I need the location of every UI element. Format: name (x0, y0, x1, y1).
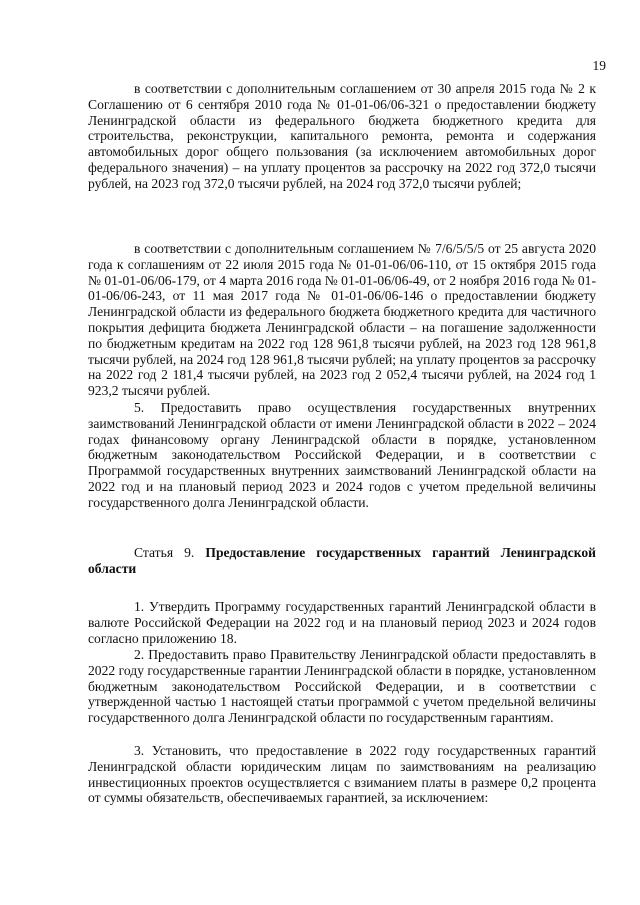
page-number: 19 (592, 58, 606, 73)
body-paragraph: в соответствии с дополнительным соглашением № 7/6/5/5/5 от 25 августа 2020 года к соглашениям от 22 июля 2015 года № 01-01-06/06-110, от 15 октября 2015 года № 01-01-06/06-179, от 4 марта 2016 года № 01-01-06/06-49, от 2 ноября 2016 года № 01-01-06/06-243, от 11 мая 2017 года № 01-01-06/06-146 о предоставлении бюджету Ленинградской области из федерального бюджета бюджетного кредита для частичного покрытия дефицита бюджета Ленинградской области – на погашение задолженности по бюджетным кредитам на 2022 год 128 961,8 тысячи рублей, на 2023 год 128 961,8 тысячи рублей, на 2024 год 128 961,8 тысячи рублей; на уплату процентов за рассрочку на 2022 год 2 181,4 тысячи рублей, на 2023 год 2 052,4 тысячи рублей, на 2024 год 1 923,2 тысячи рублей. (88, 241, 596, 399)
article-paragraph-1 (88, 599, 596, 646)
article-number: Статья 9. (134, 545, 206, 560)
paragraph-item-5 (88, 400, 596, 511)
paragraph-agreement-2020 (88, 241, 596, 399)
paragraph-agreement-2015 (88, 81, 596, 192)
body-paragraph: 5. Предоставить право осуществления государственных внутренних заимствований Ленинградской области от имени Ленинградской области в 2022 – 2024 годах финансовому органу Ленинградской области в порядке, установленном бюджетным законодательством Российской Федерации, и в соответствии с Программой государственных внутренних заимствований Ленинградской области на 2022 год и на плановый период 2023 и 2024 годов с учетом предельной величины государственного долга Ленинградской области. (88, 400, 596, 510)
body-paragraph: 1. Утвердить Программу государственных гарантий Ленинградской области в валюте Российской Федерации на 2022 год и на плановый период 2023 и 2024 годов согласно приложению 18. (88, 599, 596, 646)
body-paragraph: в соответствии с дополнительным соглашением от 30 апреля 2015 года № 2 к Соглашению от 6 сентября 2010 года № 01-01-06/06-321 о предоставлении бюджету Ленинградской области из федерального бюджета бюджетного кредита для строительства, реконструкции, капитального ремонта, ремонта и содержания автомобильных дорог общего пользования (за исключением автомобильных дорог федерального значения) – на уплату процентов за рассрочку на 2022 год 372,0 тысячи рублей, на 2023 год 372,0 тысячи рублей, на 2024 год 372,0 тысячи рублей; (88, 81, 596, 191)
body-paragraph: 2. Предоставить право Правительству Ленинградской области предоставлять в 2022 году государственные гарантии Ленинградской области в порядке, установленном бюджетным законодательством Российской Федерации, и в соответствии с утвержденной частью 1 настоящей статьи программой с учетом предельной величины государственного долга Ленинградской области по государственным гарантиям. (88, 647, 596, 726)
article-title: Предоставление государственных гарантий Ленинградской области (88, 545, 596, 576)
article-paragraph-2 (88, 647, 596, 726)
article-paragraph-3 (88, 743, 596, 806)
body-paragraph: 3. Установить, что предоставление в 2022 году государственных гарантий Ленинградской области юридическим лицам по заимствованиям на реализацию инвестиционных проектов осуществляется с взиманием платы в размере 0,2 процента от суммы обязательств, обеспечиваемых гарантией, за исключением: (88, 743, 596, 806)
article-heading (88, 545, 596, 577)
